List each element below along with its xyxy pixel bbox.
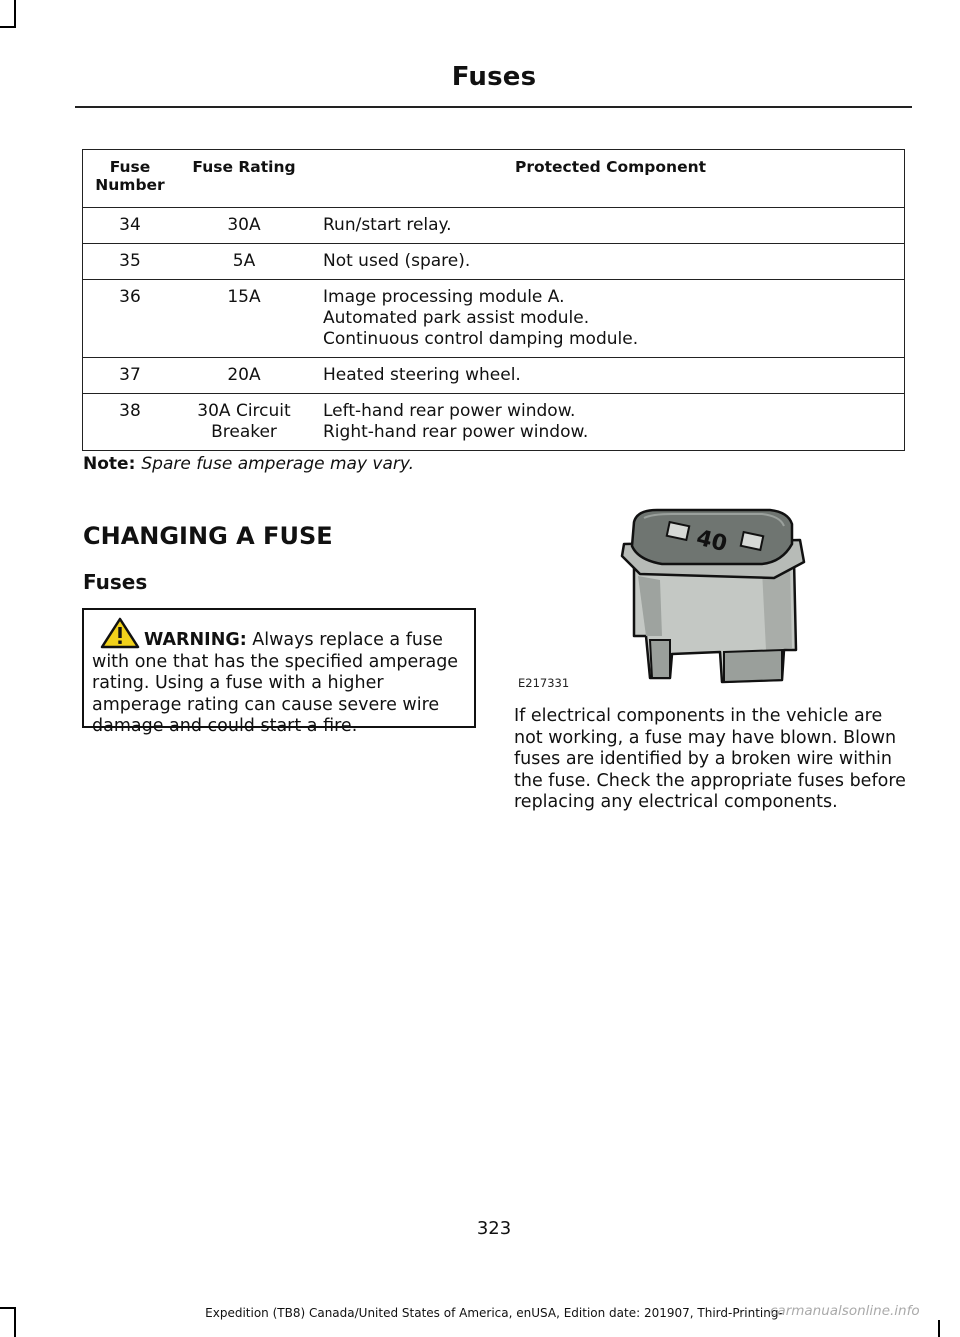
component-line: Not used (spare). xyxy=(323,251,471,271)
figure-code: E217331 xyxy=(518,676,570,690)
header-divider xyxy=(75,106,912,108)
fuse-number: 37 xyxy=(83,358,178,394)
protected-component xyxy=(311,208,905,244)
section-heading: CHANGING A FUSE xyxy=(83,522,333,550)
table-row xyxy=(83,280,905,358)
fuse-rating: 20A xyxy=(177,358,311,394)
warning-text: Always replace a fuse with one that has the specified amperage rating. Using a fuse with a higher amperage rating can cause severe wire damage and could start a fire. xyxy=(92,630,459,736)
component-line: Continuous control damping module. xyxy=(323,329,639,349)
component-line: Image processing module A. xyxy=(323,287,565,307)
crop-mark xyxy=(938,1320,940,1337)
page-title: Fuses xyxy=(451,62,537,92)
fuse-rating-marking: 40 xyxy=(693,525,730,558)
fuse-illustration xyxy=(512,500,812,695)
note-label: Note: xyxy=(83,454,136,474)
column-header-fuse-rating: Fuse Rating xyxy=(177,150,311,208)
section-subheading: Fuses xyxy=(83,570,148,594)
table-row xyxy=(83,208,905,244)
fuse-number: 35 xyxy=(83,244,178,280)
crop-mark xyxy=(14,0,16,26)
warning-label: WARNING: xyxy=(144,630,247,650)
component-line: Right-hand rear power window. xyxy=(323,422,589,442)
note-text: Spare fuse amperage may vary. xyxy=(141,454,415,474)
page-number: 323 xyxy=(476,1218,512,1239)
protected-component xyxy=(311,244,905,280)
table-row xyxy=(83,394,905,451)
component-line: Automated park assist module. xyxy=(323,308,590,328)
column-header-fuse-number: Fuse Number xyxy=(83,150,178,208)
fuse-number: 38 xyxy=(83,394,178,451)
table-row xyxy=(83,244,905,280)
component-line: Heated steering wheel. xyxy=(323,365,521,385)
fuse-number: 34 xyxy=(83,208,178,244)
watermark: carmanualsonline.info xyxy=(770,1303,920,1319)
warning-box xyxy=(82,608,476,736)
fuse-number: 36 xyxy=(83,280,178,358)
warning-triangle-icon xyxy=(100,617,140,649)
column-header-protected-component: Protected Component xyxy=(311,150,905,208)
fuse-rating: 30A xyxy=(177,208,311,244)
page-footer: Expedition (TB8) Canada/United States of America, enUSA, Edition date: 201907, Third-Printing- xyxy=(205,1306,783,1320)
fuse-rating: 5A xyxy=(177,244,311,280)
protected-component xyxy=(311,358,905,394)
crop-mark xyxy=(0,26,16,28)
table-row xyxy=(83,358,905,394)
fuse-rating: 30A Circuit Breaker xyxy=(177,394,311,451)
table-header-row xyxy=(83,150,905,208)
protected-component xyxy=(311,280,905,358)
protected-component xyxy=(311,394,905,451)
component-line: Left-hand rear power window. xyxy=(323,401,576,421)
fuse-rating: 15A xyxy=(177,280,311,358)
table-note xyxy=(83,454,414,474)
fuse-table xyxy=(82,149,905,451)
body-paragraph: If electrical components in the vehicle are not working, a fuse may have blown. Blown fuses are identified by a broken wire within the fuse. Check the appropriate fuses before replacing any electrical components. xyxy=(514,706,906,812)
component-line: Run/start relay. xyxy=(323,215,452,235)
